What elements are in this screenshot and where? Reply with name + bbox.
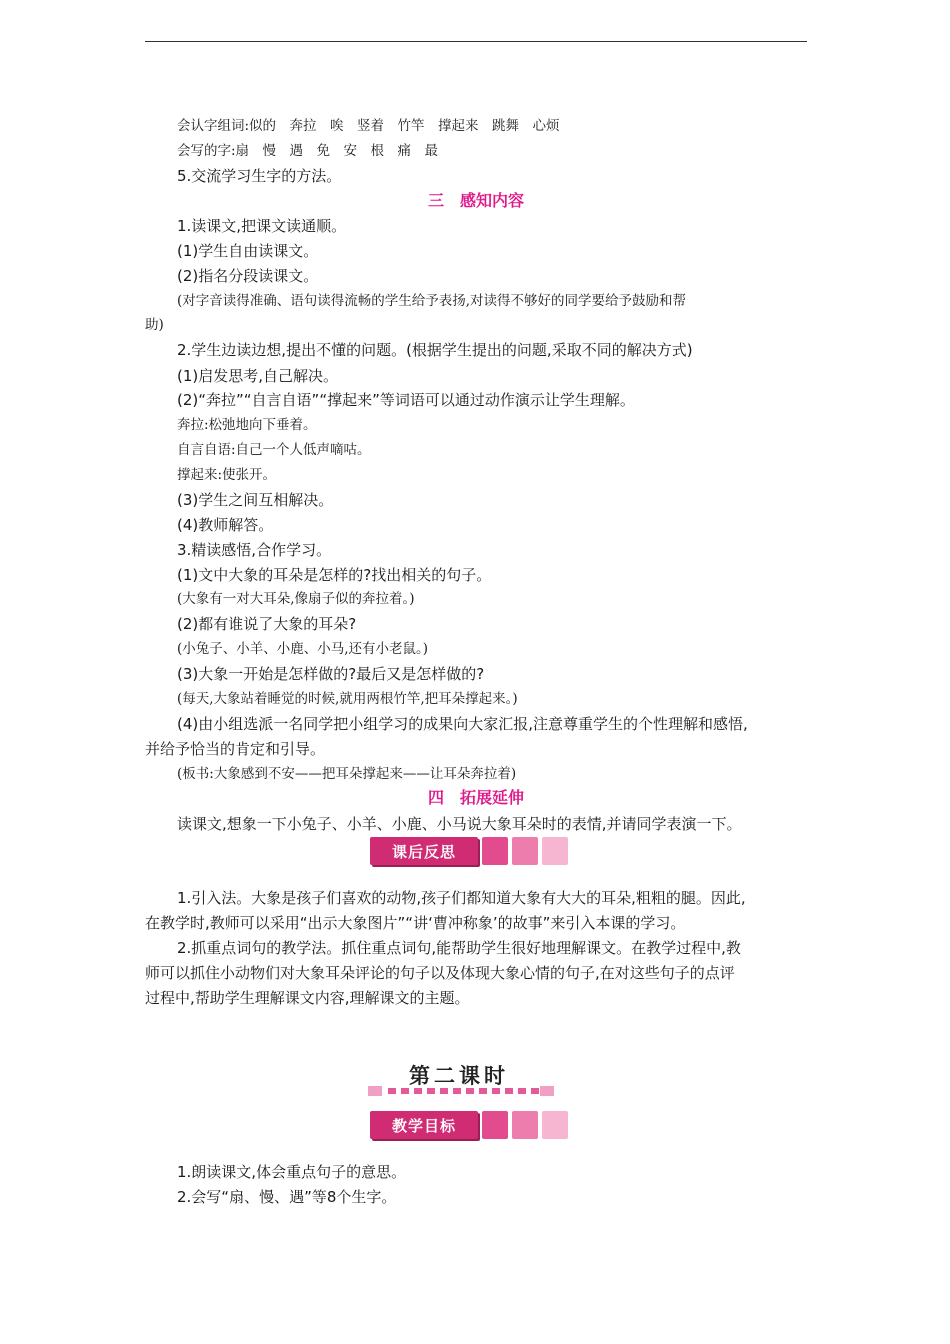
banner-square — [482, 1111, 508, 1139]
definition-line: 奔拉:松弛地向下垂着。 — [177, 417, 317, 433]
list-item: (2)指名分段读课文。 — [177, 267, 319, 285]
list-item: (3)学生之间互相解决。 — [177, 491, 334, 509]
banner-reflection-label: 课后反思 — [370, 837, 478, 865]
answer-line: (每天,大象站着睡觉的时候,就用两根竹竿,把耳朵撑起来。) — [177, 691, 518, 707]
banner-goals — [370, 1110, 568, 1140]
list-item: (4)教师解答。 — [177, 516, 274, 534]
list-item: 2.学生边读边想,提出不懂的问题。(根据学生提出的问题,采取不同的解决方式) — [177, 341, 693, 359]
list-item: 读课文,想象一下小兔子、小羊、小鹿、小马说大象耳朵时的表情,并请同学表演一下。 — [177, 815, 742, 833]
answer-line: (小兔子、小羊、小鹿、小马,还有小老鼠。) — [177, 641, 429, 657]
definition-line: 自言自语:自己一个人低声嘀咕。 — [177, 442, 371, 458]
list-item: (1)学生自由读课文。 — [177, 242, 319, 260]
answer-line: (大象有一对大耳朵,像扇子似的奔拉着。) — [177, 591, 415, 607]
section-heading-perceive: 三 感知内容 — [427, 191, 524, 210]
write-characters-line: 会写的字:扇 慢 遇 免 安 根 痛 最 — [177, 143, 439, 159]
title-dots — [388, 1088, 539, 1094]
blackboard-note: (板书:大象感到不安——把耳朵撑起来——让耳朵奔拉着) — [177, 766, 517, 782]
list-item: (2)“奔拉”“自言自语”“撑起来”等词语可以通过动作演示让学生理解。 — [177, 391, 635, 409]
note-line: (对字音读得准确、语句读得流畅的学生给予表扬,对读得不够好的同学要给予鼓励和帮 — [177, 293, 687, 309]
banner-square — [482, 837, 508, 865]
paragraph-line: 师可以抓住小动物们对大象耳朵评论的句子以及体现大象心情的句子,在对这些句子的点评 — [145, 964, 735, 982]
recognize-words-line: 会认字组词:似的 奔拉 唉 竖着 竹竿 撑起来 跳舞 心烦 — [177, 118, 560, 134]
list-item: 5.交流学习生字的方法。 — [177, 167, 342, 185]
paragraph-line: 2.抓重点词句的教学法。抓住重点词句,能帮助学生很好地理解课文。在教学过程中,教 — [177, 939, 741, 957]
list-item: (2)都有谁说了大象的耳朵? — [177, 615, 357, 633]
decor-right — [540, 1086, 554, 1096]
goal-item: 2.会写“扇、慢、遇”等8个生字。 — [177, 1188, 397, 1206]
banner-reflection — [370, 836, 568, 866]
definition-line: 撑起来:使张开。 — [177, 467, 277, 483]
banner-square — [542, 837, 568, 865]
section-heading-extend: 四 拓展延伸 — [427, 788, 524, 807]
list-item: (1)启发思考,自己解决。 — [177, 367, 339, 385]
note-line: 助) — [145, 317, 164, 333]
paragraph-line: 在教学时,教师可以采用“出示大象图片”“讲‘曹冲称象’的故事”来引入本课的学习。 — [145, 914, 686, 932]
banner-square — [512, 837, 538, 865]
list-item: 1.读课文,把课文读通顺。 — [177, 217, 347, 235]
goal-item: 1.朗读课文,体会重点句子的意思。 — [177, 1163, 407, 1181]
top-rule — [145, 41, 807, 42]
lesson-title: 第二课时 — [409, 1063, 509, 1088]
list-item: 并给予恰当的肯定和引导。 — [145, 740, 326, 758]
list-item: (3)大象一开始是怎样做的?最后又是怎样做的? — [177, 665, 485, 683]
banner-square — [542, 1111, 568, 1139]
banner-goals-label: 教学目标 — [370, 1111, 478, 1139]
list-item: (1)文中大象的耳朵是怎样的?找出相关的句子。 — [177, 566, 492, 584]
list-item: (4)由小组选派一名同学把小组学习的成果向大家汇报,注意尊重学生的个性理解和感悟, — [177, 715, 748, 733]
paragraph-line: 过程中,帮助学生理解课文内容,理解课文的主题。 — [145, 989, 470, 1007]
banner-square — [512, 1111, 538, 1139]
list-item: 3.精读感悟,合作学习。 — [177, 541, 332, 559]
paragraph-line: 1.引入法。大象是孩子们喜欢的动物,孩子们都知道大象有大大的耳朵,粗粗的腿。因此, — [177, 889, 746, 907]
decor-left — [368, 1086, 382, 1096]
